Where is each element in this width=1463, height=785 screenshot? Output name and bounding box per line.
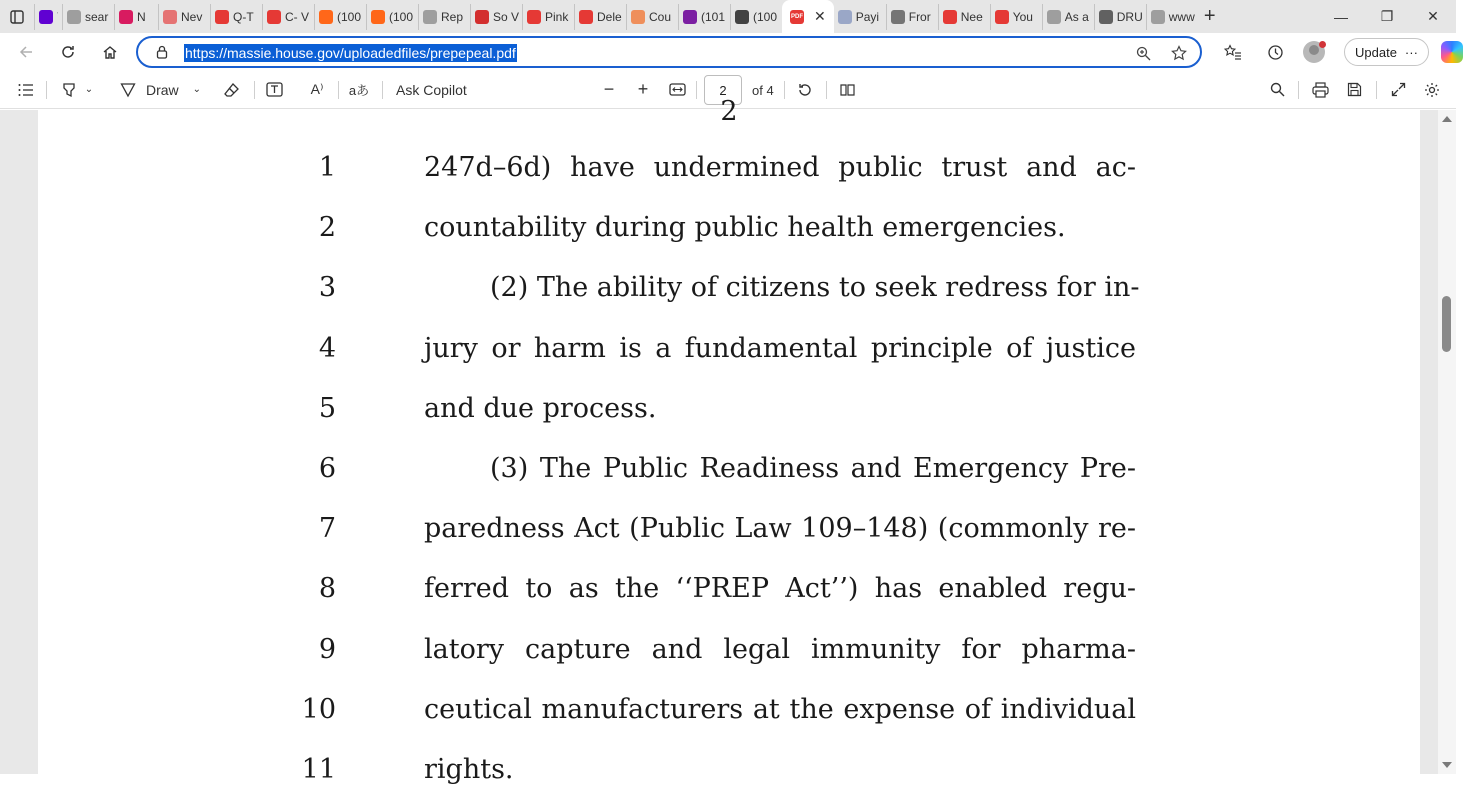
favorite-button[interactable] [1168,42,1190,64]
address-bar[interactable] [136,36,1202,68]
close-window-button[interactable] [1410,0,1456,33]
search-page-icon [1151,10,1165,24]
youtube-icon [579,10,593,24]
document-text-line: (2) The ability of citizens to seek redress for in- [490,272,1140,304]
lock-icon[interactable] [156,45,168,64]
tab[interactable] [114,4,158,30]
globe-icon [423,10,437,24]
minus-icon: − [603,79,615,99]
tab-label: Nee [960,9,983,24]
search-page-icon [67,10,81,24]
tab[interactable] [678,4,730,30]
tab[interactable] [834,4,886,30]
document-text-line: rights. [424,754,514,785]
document-text-line: paredness Act (Public Law 109–148) (commonly re- [424,513,1136,545]
line-number: 2 [318,212,336,244]
tab[interactable] [366,4,418,30]
document-text-line: ceutical manufacturers at the expense of individual [424,693,1136,725]
document-text-line: ferred to as the ‘‘PREP Act’’) has enabled regu- [424,573,1136,605]
tab-label: Payi [855,9,880,24]
page-view-icon [839,83,856,97]
contents-button[interactable] [12,75,40,105]
line-number: 7 [318,513,336,545]
scroll-down-arrow-icon[interactable] [1442,762,1452,768]
tab[interactable] [470,4,522,30]
favorites-list-icon [1224,44,1242,60]
tab-label: So V [493,9,520,24]
back-button[interactable] [6,33,46,71]
tab-label: C- V [285,9,309,24]
tab[interactable] [522,4,574,30]
scroll-up-arrow-icon[interactable] [1442,116,1452,122]
zoom-button[interactable] [1132,42,1154,64]
zoom-icon [1136,46,1151,61]
tab-label: As a [1064,9,1089,24]
tab-label: Dele [597,9,622,24]
update-label: Update [1355,44,1397,60]
window-controls [1318,0,1456,33]
tab[interactable] [158,4,210,30]
tab[interactable] [62,4,114,30]
pdf-file-icon: PDF [790,10,804,24]
tab[interactable] [34,4,62,30]
plus-icon: + [1203,5,1216,27]
line-number: 6 [318,453,336,484]
line-number: 10 [301,693,336,725]
tab-list [34,0,1194,33]
more-icon: ··· [1404,44,1418,60]
tab-label: www [1168,9,1195,24]
back-arrow-icon [18,44,34,60]
pay-icon [838,10,852,24]
tab-label: Fror [908,9,931,24]
document-text-line: countability during public health emergencies. [424,212,1066,244]
chevron-down-icon: ⌄ [84,84,94,95]
tab-label: sear [85,9,109,24]
copilot-icon[interactable] [1441,41,1463,63]
line-number: 3 [318,272,336,304]
line-number: 1 [318,152,336,183]
history-icon [1267,44,1284,61]
tab[interactable] [314,4,366,30]
minimize-button[interactable] [1318,0,1364,33]
favorites-button[interactable] [1212,33,1254,71]
youtube-icon [215,10,229,24]
tab-label: Q-T [233,9,254,24]
minimize-icon: — [1334,8,1348,25]
tab[interactable] [210,4,262,30]
tab-label: N [137,9,146,24]
pdf-page [38,96,1420,785]
line-number: 11 [301,754,336,785]
diamond-icon [891,10,905,24]
page-header-number: 2 [720,96,738,127]
tab-label: (100 [753,9,778,24]
document-text-line: jury or harm is a fundamental principle of justice [424,332,1136,364]
tab[interactable] [990,4,1042,30]
tab[interactable] [1146,4,1194,30]
tab-active[interactable] [782,0,834,33]
document-text-line: (3) The Public Readiness and Emergency Pre- [490,453,1136,484]
expand-icon [1391,82,1406,97]
read-aloud-icon: A⁾ [310,81,324,97]
mail-icon [683,10,697,24]
pdf-viewport[interactable] [0,96,1438,785]
address-toolbar [0,33,1456,71]
youtube-icon [527,10,541,24]
home-icon [102,44,118,60]
text-box-icon [266,82,283,97]
document-text-line: and due process. [424,392,657,424]
youtube-icon [943,10,957,24]
fit-width-icon [669,83,686,96]
profile-button[interactable] [1296,33,1338,71]
cdi-icon [475,10,489,24]
gp-icon [1047,10,1061,24]
star-icon [1171,45,1187,61]
tab-label: Rep [441,9,464,24]
tab-strip [0,0,1456,33]
tab[interactable] [886,4,938,30]
yahoo-icon [39,10,53,24]
gem-icon [119,10,133,24]
page-count: of 4 [752,83,774,98]
ring-icon [631,10,645,24]
update-button[interactable] [1344,38,1429,66]
search-icon [1270,82,1285,97]
chevron-down-icon: ⌄ [192,84,202,95]
refresh-icon [60,44,76,60]
tab[interactable] [1094,4,1146,30]
draw-label: Draw [146,81,179,98]
line-number: 8 [318,573,336,605]
plus-icon: + [637,79,649,99]
restore-button[interactable] [1364,0,1410,33]
browser-toolbar-right [1212,33,1463,71]
line-number: 4 [318,332,336,364]
tab-label: (100 [337,9,362,24]
contents-list-icon [18,83,34,97]
tab[interactable] [938,4,990,30]
dru-icon [1099,10,1113,24]
vertical-scrollbar[interactable] [1438,110,1456,774]
document-text-line: 247d–6d) have undermined public trust and ac- [424,152,1136,183]
pdf-settings-button[interactable] [1420,75,1444,105]
close-tab-icon[interactable]: ✕ [814,8,826,24]
tab-label [57,10,58,24]
tab[interactable] [626,4,678,30]
tab-label: Nev [181,9,203,24]
line-number: 9 [318,633,336,665]
gear-icon [1424,82,1440,98]
save-icon [1347,82,1362,97]
fp-icon [735,10,749,24]
tab-actions-icon [10,10,24,24]
tab[interactable] [1042,4,1094,30]
home-button[interactable] [90,33,130,71]
youtube-icon [995,10,1009,24]
line-number: 5 [318,392,336,424]
tab-label: (100 [389,9,414,24]
new-tab-button[interactable] [1194,0,1226,33]
document-text-line: latory capture and legal immunity for pharma- [424,633,1136,665]
close-icon: ✕ [1427,8,1439,24]
tab-label: Pink [545,9,569,24]
tab[interactable] [574,4,626,30]
tab[interactable] [730,4,782,30]
tab-label: You [1012,9,1033,24]
tab[interactable] [262,4,314,30]
history-button[interactable] [1254,33,1296,71]
refresh-button[interactable] [48,33,88,71]
youtube-icon [267,10,281,24]
tab-actions-button[interactable] [0,0,34,33]
tab-label: Cou [649,9,672,24]
profile-alert-dot [1319,41,1326,48]
restore-icon: ❐ [1380,8,1394,24]
tab[interactable] [418,4,470,30]
newsletter-icon [163,10,177,24]
ask-copilot-label: Ask Copilot [396,81,467,98]
substack-icon [319,10,333,24]
substack-icon [371,10,385,24]
tab-label: (101 [701,9,726,24]
tab-label: DRU [1116,9,1143,24]
scrollbar-thumb[interactable] [1442,296,1451,352]
url-text[interactable]: https://massie.house.gov/uploadedfiles/prepepeal.pdf [185,45,516,61]
translate-icon: aあ [348,83,370,98]
